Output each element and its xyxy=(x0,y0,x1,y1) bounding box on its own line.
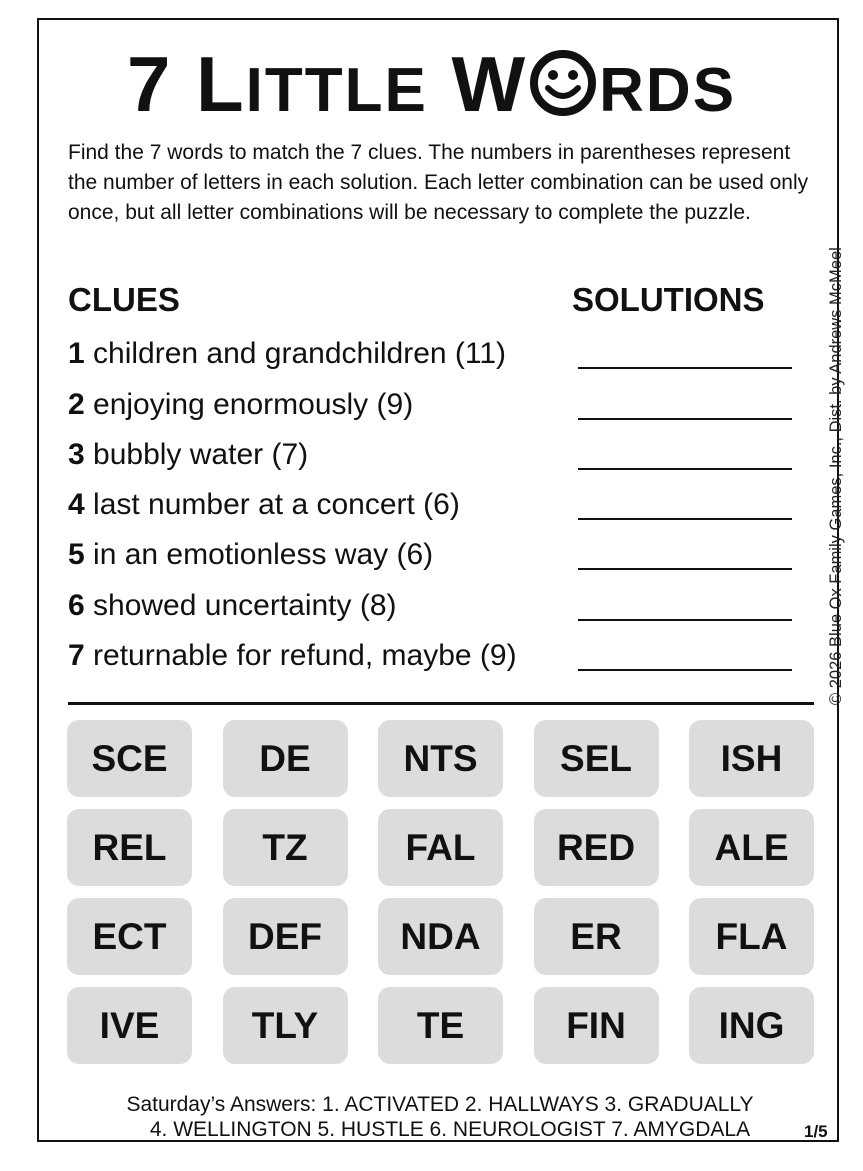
letter-tile[interactable]: RED xyxy=(534,809,659,886)
letter-tile[interactable]: SCE xyxy=(67,720,192,797)
solution-line-4[interactable] xyxy=(578,518,792,520)
title-prefix: 7 L xyxy=(126,40,246,128)
clue-3: 3 bubbly water (7) xyxy=(68,438,309,471)
previous-answers-line-1: Saturday’s Answers: 1. ACTIVATED 2. HALLWAYS 3. GRADUALLY xyxy=(126,1093,754,1116)
letter-tiles xyxy=(67,720,815,1064)
clue-1: 1 children and grandchildren (11) xyxy=(68,337,507,370)
solution-line-2[interactable] xyxy=(578,418,792,420)
letter-tile[interactable]: DE xyxy=(223,720,348,797)
letter-tile[interactable]: ER xyxy=(534,898,659,975)
letter-tile[interactable]: FAL xyxy=(378,809,503,886)
clue-7: 7 returnable for refund, maybe (9) xyxy=(68,639,517,672)
copyright-credit: © 2026 Blue Ox Family Games, Inc., Dist. by Andrews McMeel xyxy=(827,247,845,705)
clue-4: 4 last number at a concert (6) xyxy=(68,488,460,521)
letter-tile[interactable]: FLA xyxy=(689,898,814,975)
solution-line-1[interactable] xyxy=(578,367,792,369)
solutions-header: SOLUTIONS xyxy=(572,281,765,318)
divider xyxy=(68,702,814,705)
page-indicator: 1/5 xyxy=(804,1122,828,1141)
letter-tile[interactable]: ECT xyxy=(67,898,192,975)
title-word2-start: W xyxy=(451,40,528,128)
letter-tile[interactable]: DEF xyxy=(223,898,348,975)
instructions: Find the 7 words to match the 7 clues. The numbers in parentheses represent the number of letters in each solution. Each letter combination can be used only once, but all letter combinations will be necessary to complete the puzzle. xyxy=(68,141,809,224)
solution-line-3[interactable] xyxy=(578,468,792,470)
clue-5: 5 in an emotionless way (6) xyxy=(68,538,434,571)
previous-answers-line-2: 4. WELLINGTON 5. HUSTLE 6. NEUROLOGIST 7. AMYGDALA xyxy=(149,1118,751,1141)
puzzle-title xyxy=(0,34,863,141)
letter-tile[interactable]: TLY xyxy=(223,987,348,1064)
letter-tile[interactable]: NDA xyxy=(378,898,503,975)
clue-6: 6 showed uncertainty (8) xyxy=(68,589,397,622)
smiley-icon xyxy=(529,40,597,108)
letter-tile[interactable]: TE xyxy=(378,987,503,1064)
letter-tile[interactable]: ALE xyxy=(689,809,814,886)
letter-tile[interactable]: ISH xyxy=(689,720,814,797)
title-prefix-small: ITTLE xyxy=(245,56,428,125)
solution-line-5[interactable] xyxy=(578,568,792,570)
clues-header: CLUES xyxy=(68,281,180,318)
letter-tile[interactable]: REL xyxy=(67,809,192,886)
letter-tile[interactable]: IVE xyxy=(67,987,192,1064)
title-word2-small: RDS xyxy=(599,56,737,125)
letter-tile[interactable]: TZ xyxy=(223,809,348,886)
letter-tile[interactable]: ING xyxy=(689,987,814,1064)
letter-tile[interactable]: NTS xyxy=(378,720,503,797)
clue-2: 2 enjoying enormously (9) xyxy=(68,388,414,421)
letter-tile[interactable]: SEL xyxy=(534,720,659,797)
solution-line-6[interactable] xyxy=(578,619,792,621)
solution-line-7[interactable] xyxy=(578,669,792,671)
letter-tile[interactable]: FIN xyxy=(534,987,659,1064)
